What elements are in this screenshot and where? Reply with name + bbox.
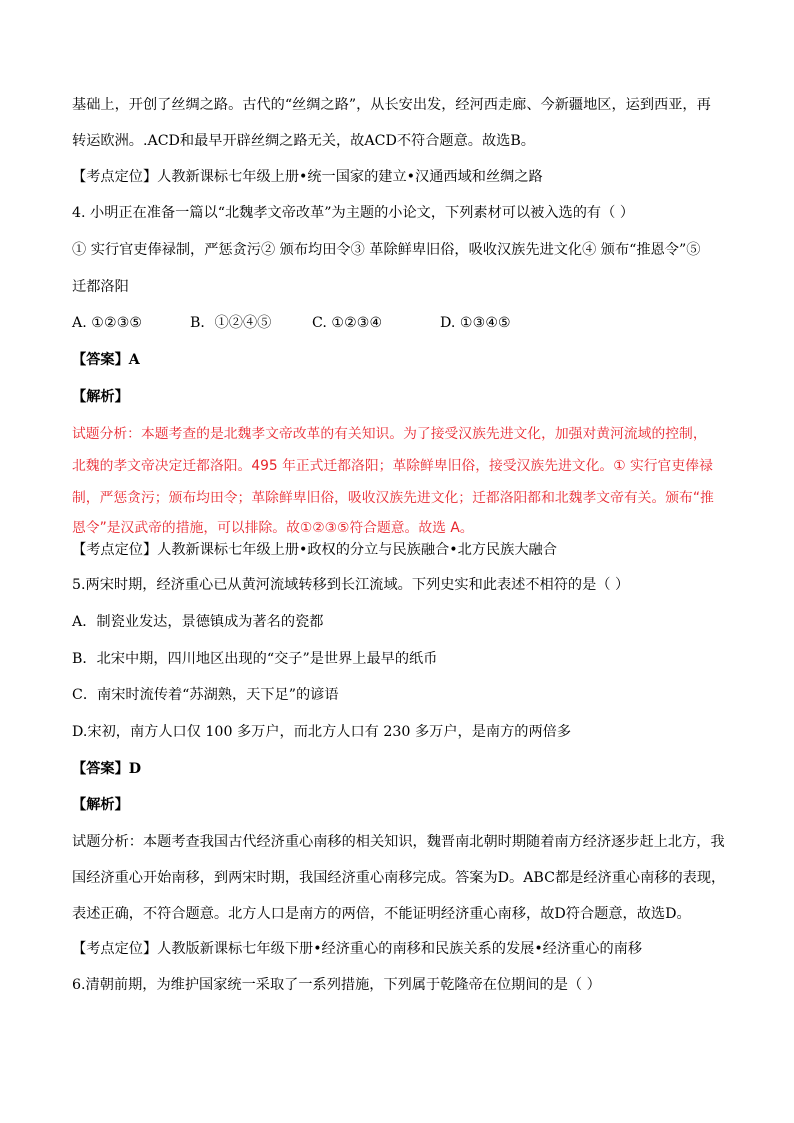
option-c: C. ①②③④ bbox=[312, 315, 383, 331]
analysis-line: 恩令”是汉武帝的措施，可以排除。故①②③⑤符合题意。故选 A。 bbox=[72, 520, 474, 536]
option-d: D.宋初，南方人口仅 100 多万户，而北方人口有 230 多万户，是南方的两倍多 bbox=[72, 724, 572, 740]
analysis-line: 国经济重心开始南移，到两宋时期，我国经济重心南移完成。答案为D。ABC都是经济重心南移的表现， bbox=[72, 870, 726, 886]
paragraph-line: 基础上，开创了丝绸之路。古代的“丝绸之路”，从长安出发，经河西走廊、今新疆地区，运到西亚，再 bbox=[72, 97, 711, 113]
question-4-items: 迁都洛阳 bbox=[72, 279, 129, 295]
answer-label: 【答案】A bbox=[72, 352, 140, 368]
kaodian-line: 【考点定位】人教新课标七年级上册•统一国家的建立•汉通西域和丝绸之路 bbox=[72, 169, 543, 185]
option-a: A. ①②③⑤ bbox=[72, 315, 143, 331]
question-6-stem: 6.清朝前期，为维护国家统一采取了一系列措施，下列属于乾隆帝在位期间的是（ ） bbox=[72, 977, 601, 993]
option-c: C．南宋时流传着“苏湖熟，天下足”的谚语 bbox=[72, 687, 339, 703]
option-d: D. ①③④⑤ bbox=[440, 315, 511, 331]
option-b: B．①②④⑤ bbox=[190, 315, 272, 331]
analysis-label: 【解析】 bbox=[72, 797, 129, 813]
question-4-items: ① 实行官吏俸禄制，严惩贪污② 颁布均田令③ 革除鲜卑旧俗，吸收汉族先进文化④ 颁布“推恩令”⑤ bbox=[72, 242, 701, 258]
question-4-options bbox=[72, 313, 511, 333]
question-4-stem: 4. 小明正在准备一篇以“北魏孝文帝改革”为主题的小论文，下列素材可以被入选的有（ ） bbox=[72, 205, 635, 221]
analysis-line: 北魏的孝文帝决定迁都洛阳。495 年正式迁都洛阳；革除鲜卑旧俗，接受汉族先进文化。① 实行官吏俸禄 bbox=[72, 458, 713, 474]
analysis-label: 【解析】 bbox=[72, 389, 129, 405]
kaodian-line: 【考点定位】人教新课标七年级上册•政权的分立与民族融合•北方民族大融合 bbox=[72, 542, 557, 558]
option-a: A．制瓷业发达，景德镇成为著名的瓷都 bbox=[72, 614, 324, 630]
analysis-line: 试题分析：本题考查的是北魏孝文帝改革的有关知识。为了接受汉族先进文化，加强对黄河流域的控制， bbox=[72, 426, 707, 442]
question-5-stem: 5.两宋时期，经济重心已从黄河流域转移到长江流域。下列史实和此表述不相符的是（ ） bbox=[72, 577, 630, 593]
kaodian-line: 【考点定位】人教版新课标七年级下册•经济重心的南移和民族关系的发展•经济重心的南移 bbox=[72, 941, 643, 957]
analysis-line: 制，严惩贪污；颁布均田令；革除鲜卑旧俗，吸收汉族先进文化；迁都洛阳都和北魏孝文帝有关。颁布“推 bbox=[72, 490, 714, 506]
analysis-line: 试题分析：本题考查我国古代经济重心南移的相关知识，魏晋南北朝时期随着南方经济逐步赶上北方，我 bbox=[72, 834, 725, 850]
option-b: B．北宋中期，四川地区出现的“交子”是世界上最早的纸币 bbox=[72, 651, 438, 667]
paragraph-line: 转运欧洲。.ACD和最早开辟丝绸之路无关，故ACD不符合题意。故选B。 bbox=[72, 133, 535, 149]
answer-label: 【答案】D bbox=[72, 761, 142, 777]
analysis-line: 表述正确，不符合题意。北方人口是南方的两倍，不能证明经济重心南移，故D符合题意，故选D。 bbox=[72, 906, 691, 922]
